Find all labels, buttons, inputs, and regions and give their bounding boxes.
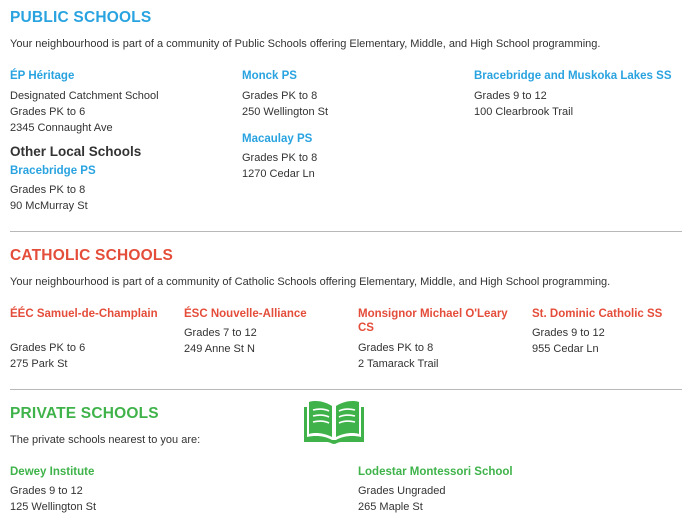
school-name-st-dominic-catholic-ss[interactable]: St. Dominic Catholic SS: [532, 308, 663, 320]
school-name-esc-nouvelle-alliance[interactable]: ÉSC Nouvelle-Alliance: [184, 308, 307, 320]
public-intro: Your neighbourhood is part of a community of Public Schools offering Elementary, Middle, and High School programming.: [10, 38, 601, 50]
school-address: 2 Tamarack Trail: [358, 358, 439, 370]
open-book-icon: [303, 399, 365, 445]
school-grades: Grades PK to 8: [242, 90, 318, 102]
school-address: 265 Maple St: [358, 501, 423, 513]
school-grades: Grades PK to 8: [10, 184, 86, 196]
school-address: 1270 Cedar Ln: [242, 168, 315, 180]
school-address: 250 Wellington St: [242, 106, 329, 118]
school-name-monck-ps[interactable]: Monck PS: [242, 70, 297, 82]
private-intro: The private schools nearest to you are:: [10, 434, 201, 446]
catholic-section-title: CATHOLIC SCHOOLS: [10, 247, 174, 264]
section-divider: [10, 389, 682, 390]
school-address: 275 Park St: [10, 358, 68, 370]
school-name-monsignor-michael-oleary-cs[interactable]: Monsignor Michael O'Leary CS: [358, 308, 508, 334]
school-name-macaulay-ps[interactable]: Macaulay PS: [242, 133, 313, 145]
school-grades: Grades PK to 6: [10, 106, 86, 118]
school-grades: Grades 7 to 12: [184, 327, 257, 339]
section-divider: [10, 231, 682, 232]
school-grades: Grades 9 to 12: [474, 90, 547, 102]
public-section-title: PUBLIC SCHOOLS: [10, 9, 152, 26]
school-name-bracebridge-muskoka-lakes-ss[interactable]: Bracebridge and Muskoka Lakes SS: [474, 70, 672, 82]
school-grades: Grades 9 to 12: [10, 485, 83, 497]
school-name-dewey-institute[interactable]: Dewey Institute: [10, 466, 95, 478]
other-local-schools-heading: Other Local Schools: [10, 144, 142, 159]
catholic-intro: Your neighbourhood is part of a community of Catholic Schools offering Elementary, Middle, and High School programming.: [10, 276, 611, 288]
school-grades: Grades PK to 6: [10, 342, 86, 354]
school-address: 249 Anne St N: [184, 343, 255, 355]
school-address: 100 Clearbrook Trail: [474, 106, 574, 118]
school-name-ep-heritage[interactable]: ÉP Héritage: [10, 70, 75, 82]
school-address: 90 McMurray St: [10, 200, 88, 212]
school-name-bracebridge-ps[interactable]: Bracebridge PS: [10, 165, 96, 177]
school-name-eec-samuel-de-champlain[interactable]: ÉÉC Samuel-de-Champlain: [10, 308, 158, 320]
school-name-lodestar-montessori-school[interactable]: Lodestar Montessori School: [358, 466, 513, 478]
school-designation: Designated Catchment School: [10, 90, 159, 102]
private-section-title: PRIVATE SCHOOLS: [10, 405, 159, 422]
school-address: 955 Cedar Ln: [532, 343, 599, 355]
school-grades: Grades PK to 8: [242, 152, 318, 164]
school-grades: Grades 9 to 12: [532, 327, 605, 339]
school-grades: Grades Ungraded: [358, 485, 446, 497]
school-address: 125 Wellington St: [10, 501, 97, 513]
school-address: 2345 Connaught Ave: [10, 122, 113, 134]
school-grades: Grades PK to 8: [358, 342, 434, 354]
